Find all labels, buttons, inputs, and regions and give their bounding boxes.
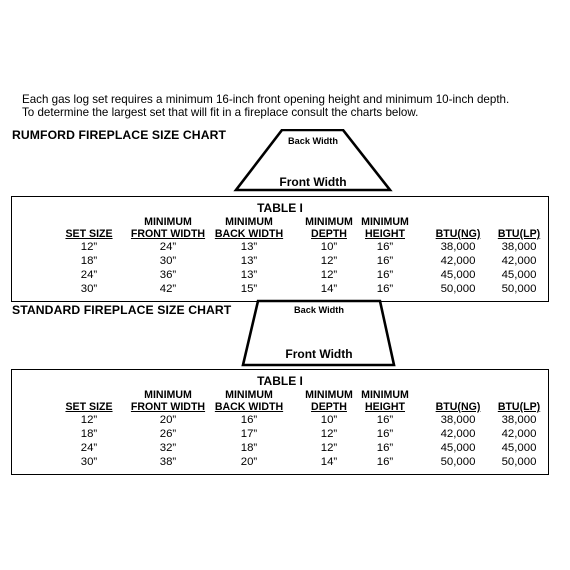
header-set-size: SET SIZE [65, 228, 113, 240]
header-front-width-line-2: FRONT WIDTH [130, 227, 206, 240]
cell-depth: 12” [320, 428, 338, 440]
cell-btu-lp: 42,000 [501, 428, 537, 440]
header-front-width-line-1: MINIMUM [144, 389, 192, 401]
cell-front-width: 26” [159, 428, 177, 440]
intro-line-1: Each gas log set requires a minimum 16-inch front opening height and minimum 10-inch depth. [22, 93, 510, 106]
rumford-col-front-width [123, 216, 213, 295]
standard-col-front-width [123, 389, 213, 468]
cell-front-width: 36” [159, 269, 177, 281]
header-back-width-line-1: MINIMUM [225, 389, 273, 401]
rumford-front-width-label: Front Width [279, 175, 347, 189]
standard-col-depth [301, 389, 357, 468]
header-back-width-line-2: BACK WIDTH [214, 400, 284, 413]
cell-btu-lp: 45,000 [501, 269, 537, 281]
cell-set-size: 12” [80, 414, 98, 426]
header-depth-line-2: DEPTH [311, 400, 347, 413]
rumford-col-back-width [209, 216, 289, 295]
header-depth-line-1: MINIMUM [305, 389, 353, 401]
rumford-col-btu-ng [430, 228, 486, 295]
standard-table-title: TABLE I [257, 374, 303, 388]
cell-depth: 10” [320, 414, 338, 426]
cell-height: 16” [376, 269, 394, 281]
header-btu-lp: BTU(LP) [497, 401, 541, 413]
standard-col-btu-lp [491, 401, 547, 468]
cell-back-width: 18” [240, 442, 258, 454]
cell-front-width: 30” [159, 255, 177, 267]
header-height-line-2: HEIGHT [364, 227, 406, 240]
cell-back-width: 16” [240, 414, 258, 426]
header-height-line-2: HEIGHT [364, 400, 406, 413]
standard-front-width-label: Front Width [285, 347, 353, 361]
cell-btu-lp: 38,000 [501, 414, 537, 426]
cell-front-width: 38” [159, 456, 177, 468]
cell-set-size: 18” [80, 255, 98, 267]
cell-btu-lp: 50,000 [501, 456, 537, 468]
cell-back-width: 13” [240, 269, 258, 281]
cell-depth: 12” [320, 255, 338, 267]
header-depth-line-1: MINIMUM [305, 216, 353, 228]
header-back-width-line-2: BACK WIDTH [214, 227, 284, 240]
cell-btu-lp: 45,000 [501, 442, 537, 454]
rumford-section-title: RUMFORD FIREPLACE SIZE CHART [12, 128, 227, 142]
cell-height: 16” [376, 283, 394, 295]
standard-col-btu-ng [430, 401, 486, 468]
header-depth-line-2: DEPTH [311, 227, 347, 240]
cell-height: 16” [376, 241, 394, 253]
cell-height: 16” [376, 414, 394, 426]
standard-col-back-width [209, 389, 289, 468]
cell-set-size: 30” [80, 456, 98, 468]
standard-col-set-size [56, 401, 122, 468]
cell-height: 16” [376, 255, 394, 267]
cell-btu-lp: 50,000 [501, 283, 537, 295]
standard-back-width-label: Back Width [294, 305, 344, 315]
header-btu-lp: BTU(LP) [497, 228, 541, 240]
cell-front-width: 32” [159, 442, 177, 454]
cell-set-size: 24” [80, 442, 98, 454]
cell-btu-ng: 45,000 [440, 269, 476, 281]
rumford-col-set-size [56, 228, 122, 295]
cell-height: 16” [376, 456, 394, 468]
header-front-width-line-1: MINIMUM [144, 216, 192, 228]
header-back-width-line-1: MINIMUM [225, 216, 273, 228]
rumford-fireplace-diagram [232, 129, 394, 193]
cell-set-size: 12” [80, 241, 98, 253]
header-height-line-1: MINIMUM [361, 216, 409, 228]
rumford-table-title: TABLE I [257, 201, 303, 215]
cell-back-width: 13” [240, 241, 258, 253]
rumford-col-depth [301, 216, 357, 295]
header-front-width-line-2: FRONT WIDTH [130, 400, 206, 413]
cell-back-width: 15” [240, 283, 258, 295]
cell-back-width: 20” [240, 456, 258, 468]
cell-height: 16” [376, 428, 394, 440]
cell-btu-ng: 42,000 [440, 255, 476, 267]
cell-front-width: 42” [159, 283, 177, 295]
standard-col-height [357, 389, 413, 468]
header-height-line-1: MINIMUM [361, 389, 409, 401]
cell-btu-lp: 38,000 [501, 241, 537, 253]
header-set-size: SET SIZE [65, 401, 113, 413]
header-btu-ng: BTU(NG) [435, 228, 481, 240]
standard-section-title: STANDARD FIREPLACE SIZE CHART [12, 303, 232, 317]
cell-depth: 14” [320, 456, 338, 468]
cell-set-size: 30” [80, 283, 98, 295]
cell-front-width: 20” [159, 414, 177, 426]
cell-set-size: 24” [80, 269, 98, 281]
cell-btu-ng: 45,000 [440, 442, 476, 454]
standard-fireplace-diagram [240, 299, 398, 367]
rumford-col-height [357, 216, 413, 295]
cell-btu-ng: 50,000 [440, 283, 476, 295]
cell-depth: 14” [320, 283, 338, 295]
cell-back-width: 17” [240, 428, 258, 440]
cell-set-size: 18” [80, 428, 98, 440]
intro-line-2: To determine the largest set that will fit in a fireplace consult the charts below. [22, 106, 419, 119]
cell-back-width: 13” [240, 255, 258, 267]
rumford-table [11, 196, 549, 302]
header-btu-ng: BTU(NG) [435, 401, 481, 413]
cell-btu-ng: 50,000 [440, 456, 476, 468]
rumford-col-btu-lp [491, 228, 547, 295]
rumford-back-width-label: Back Width [288, 136, 338, 146]
cell-depth: 10” [320, 241, 338, 253]
cell-depth: 12” [320, 269, 338, 281]
cell-depth: 12” [320, 442, 338, 454]
cell-btu-ng: 38,000 [440, 414, 476, 426]
cell-btu-lp: 42,000 [501, 255, 537, 267]
standard-table [11, 369, 549, 475]
cell-height: 16” [376, 442, 394, 454]
intro-text [22, 93, 509, 119]
cell-btu-ng: 38,000 [440, 241, 476, 253]
cell-front-width: 24” [159, 241, 177, 253]
cell-btu-ng: 42,000 [440, 428, 476, 440]
